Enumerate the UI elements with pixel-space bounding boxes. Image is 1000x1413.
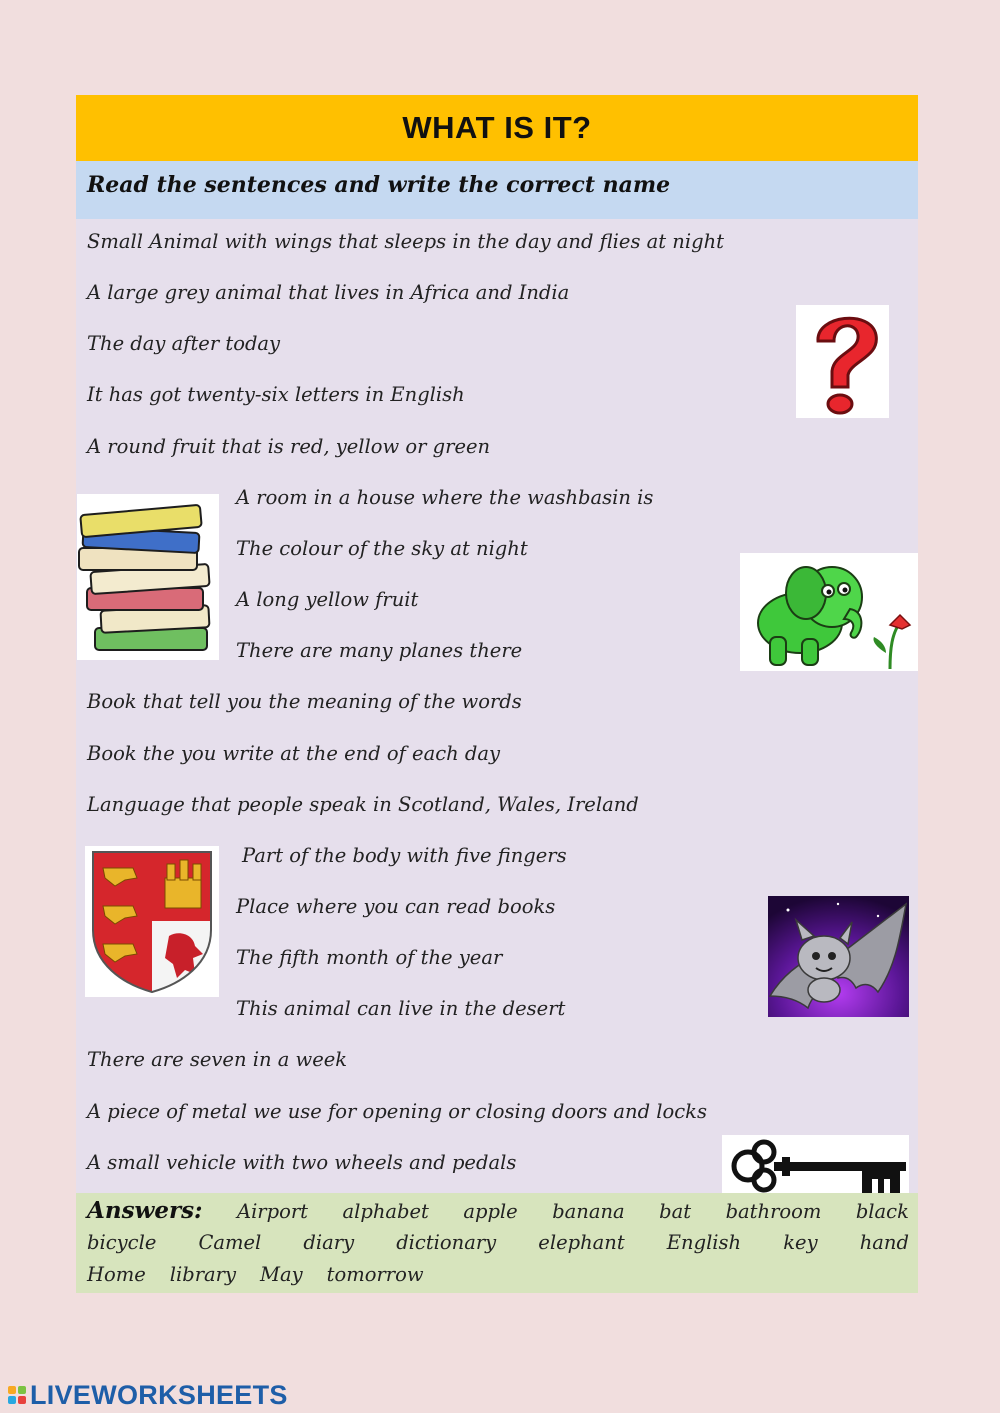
answer-word: May (260, 1263, 303, 1286)
answer-word: key (783, 1231, 818, 1254)
answer-word: bathroom (725, 1200, 822, 1223)
answer-word: hand (859, 1231, 909, 1254)
answer-word: elephant (538, 1231, 625, 1254)
sentence-3: The day after today (87, 332, 281, 355)
answer-word: bat (659, 1200, 692, 1223)
answer-word: dictionary (396, 1231, 497, 1254)
brand-name: LIVEWORKSHEETS (30, 1379, 288, 1410)
sentence-6: A room in a house where the washbasin is (236, 486, 654, 509)
elephant-icon (740, 553, 918, 671)
sentence-11: Book the you write at the end of each day (87, 742, 500, 765)
worksheet (76, 95, 918, 1293)
books-icon (77, 494, 219, 660)
sentence-14: Place where you can read books (236, 895, 556, 918)
sentence-7: The colour of the sky at night (236, 537, 528, 560)
answer-word: tomorrow (326, 1263, 424, 1286)
brand-logo-icon (8, 1386, 26, 1404)
sentence-8: A long yellow fruit (236, 588, 419, 611)
answer-word: black (855, 1200, 909, 1223)
sentence-13: Part of the body with five fingers (242, 844, 567, 867)
title-bar (76, 95, 918, 161)
answer-word: Airport (236, 1200, 309, 1223)
sentence-12: Language that people speak in Scotland, Wales, Ireland (87, 793, 639, 816)
answer-word: alphabet (342, 1200, 429, 1223)
answer-word: Home (87, 1263, 146, 1286)
answers-bar (76, 1193, 918, 1293)
sentence-16: This animal can live in the desert (236, 997, 566, 1020)
answer-word: diary (303, 1231, 355, 1254)
sentence-1: Small Animal with wings that sleeps in the day and flies at night (87, 230, 724, 253)
sentence-2: A large grey animal that lives in Africa and India (87, 281, 570, 304)
answer-word: bicycle (87, 1231, 157, 1254)
coat-of-arms-icon (85, 846, 219, 997)
instruction-bar (76, 161, 918, 219)
page-title: WHAT IS IT? (402, 110, 592, 145)
answers-label: Answers: (87, 1197, 203, 1224)
sentence-10: Book that tell you the meaning of the words (87, 690, 522, 713)
sentence-17: There are seven in a week (87, 1048, 348, 1071)
sentence-9: There are many planes there (236, 639, 523, 662)
answers-row-3 (87, 1263, 909, 1286)
answer-word: apple (463, 1200, 518, 1223)
sentence-15: The fifth month of the year (236, 946, 503, 969)
sentence-18: A piece of metal we use for opening or closing doors and locks (87, 1100, 708, 1123)
bat-icon (768, 896, 909, 1017)
sentence-5: A round fruit that is red, yellow or green (87, 435, 491, 458)
answer-word: banana (552, 1200, 625, 1223)
answer-word: library (169, 1263, 237, 1286)
answer-word: English (666, 1231, 742, 1254)
instruction-text: Read the sentences and write the correct name (87, 172, 671, 198)
answer-word: Camel (198, 1231, 262, 1254)
answers-row-2 (87, 1231, 909, 1254)
answers-row-1 (87, 1197, 909, 1224)
sentence-19: A small vehicle with two wheels and pedals (87, 1151, 517, 1174)
key-icon (722, 1135, 909, 1197)
sentence-4: It has got twenty-six letters in English (87, 383, 465, 406)
question-mark-icon (796, 305, 889, 418)
brand-logo[interactable] (8, 1380, 288, 1410)
